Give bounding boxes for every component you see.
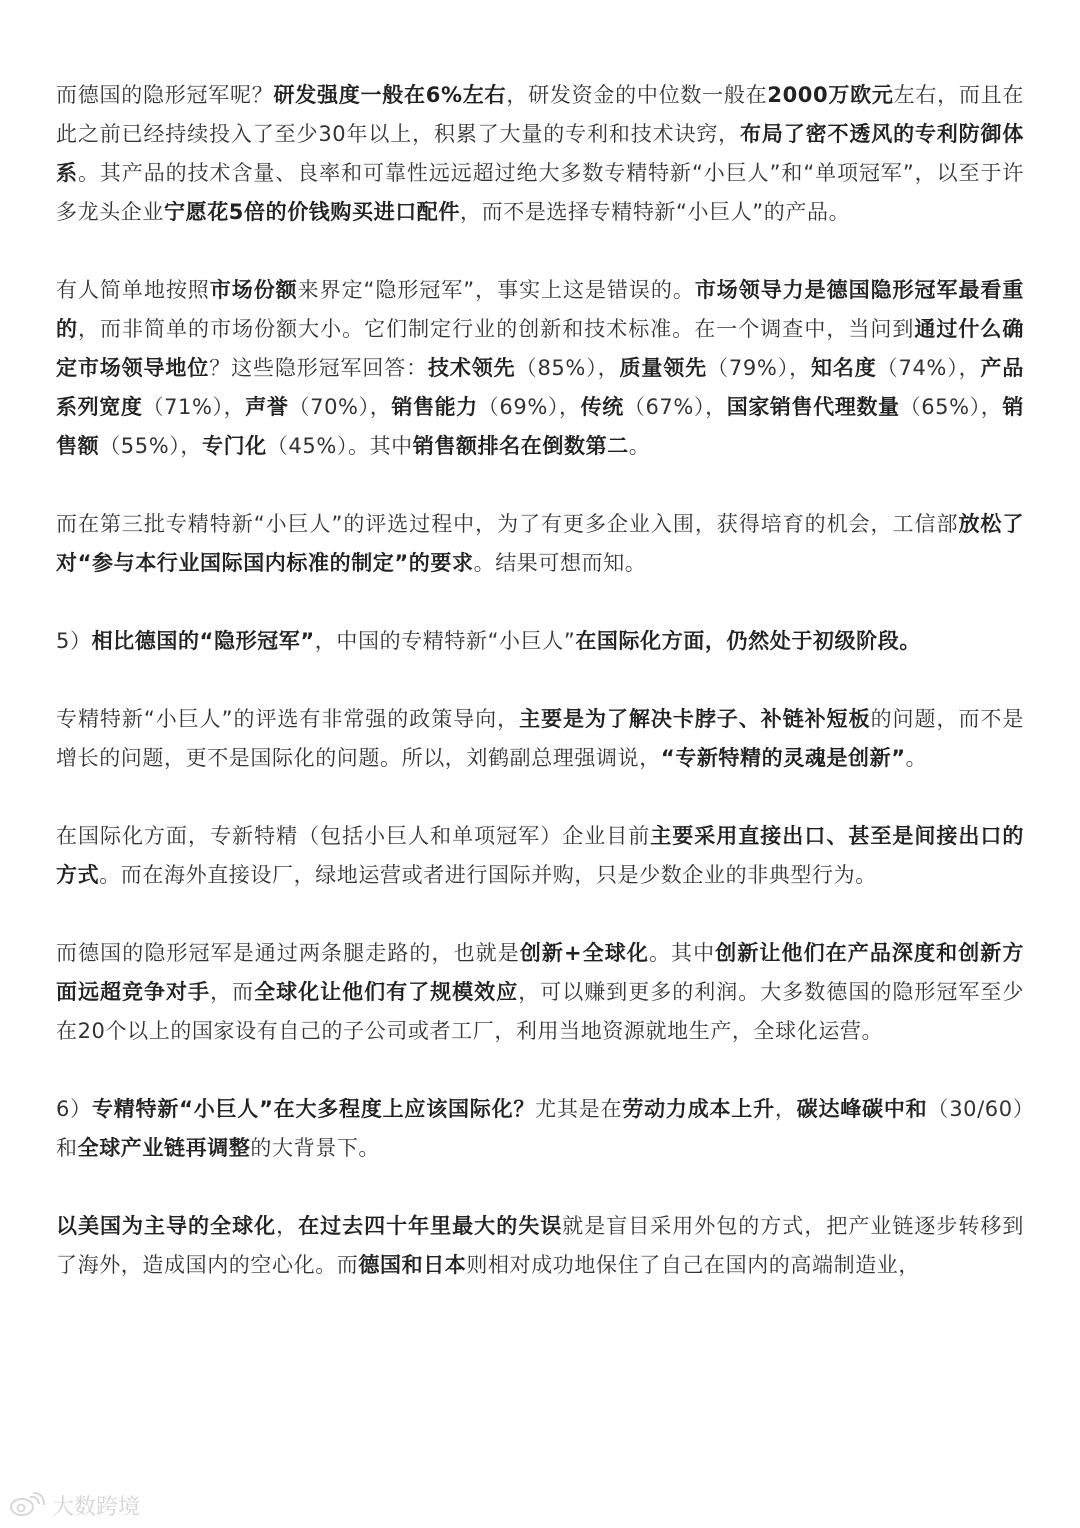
bold-text: 2000万欧元	[767, 83, 894, 107]
text: ，中国的专精特新“小巨人”	[314, 629, 576, 653]
text: 。而在海外直接设厂，绿地运营或者进行国际并购，只是少数企业的非典型行为。	[99, 863, 877, 887]
text: （79%），	[707, 356, 811, 380]
bold-text: 质量领先	[619, 356, 708, 380]
text: 来界定“隐形冠军”，事实上这是错误的。	[297, 278, 695, 302]
bold-text: 相比德国的“隐形冠军”	[91, 629, 315, 653]
text: ，而	[210, 980, 255, 1004]
text: 。	[628, 434, 651, 458]
article-body	[56, 76, 1024, 1324]
bold-text: 市场领导力是德国隐形冠军最看重的	[56, 278, 1024, 341]
text: （65%），	[899, 395, 1003, 419]
text: 左右，而且在此之前已经持续投入了至少30年以上，积累了大量的专利和技术诀窍，	[56, 83, 1024, 146]
text: 则相对成功地保住了自己在国内的高端制造业，	[466, 1253, 921, 1277]
bold-text: 国家销售代理数量	[726, 395, 900, 419]
article-paragraph	[56, 1090, 1024, 1168]
bold-text: 创新+全球化	[519, 941, 649, 965]
bold-text: 碳达峰碳中和	[796, 1097, 928, 1121]
bold-text: “专新特精的灵魂是创新”	[660, 746, 906, 770]
watermark	[8, 1490, 140, 1520]
bold-text: 创新让他们在产品深度和创新方面远超竞争对手	[56, 941, 1024, 1004]
text: （85%），	[515, 356, 620, 380]
text: （55%），	[99, 434, 202, 458]
bold-text: 传统	[580, 395, 624, 419]
watermark-text: 大数跨境	[52, 1494, 141, 1520]
text: 的问题，而不是增长的问题，更不是国际化的问题。所以，刘鹤副总理强调说，	[56, 707, 1024, 770]
bold-text: 德国和日本	[358, 1253, 467, 1277]
text: （70%），	[288, 395, 392, 419]
text: 6）	[56, 1097, 92, 1121]
text: （67%），	[623, 395, 727, 419]
bold-text: 研发强度一般在6%左右	[273, 83, 507, 107]
article-paragraph	[56, 505, 1024, 583]
bold-text: 专精特新“小巨人”在大多程度上应该国际化？	[91, 1097, 536, 1121]
bold-text: 宁愿花5倍的价钱购买进口配件	[164, 200, 461, 224]
bold-text: 全球产业链再调整	[77, 1136, 251, 1160]
text: 在国际化方面，专新特精（包括小巨人和单项冠军）企业目前	[56, 824, 651, 848]
article-paragraph	[56, 76, 1024, 232]
bold-text: 布局了密不透风的专利防御体系	[56, 122, 1024, 185]
text: 。	[905, 746, 928, 770]
bold-text: 劳动力成本上升	[622, 1097, 775, 1121]
text: 5）	[56, 629, 92, 653]
article-paragraph	[56, 271, 1024, 466]
text: ，可以赚到更多的利润。大多数德国的隐形冠军至少在20个以上的国家设有自己的子公司或者工厂，利用当地资源就地生产，全球化运营。	[56, 980, 1024, 1043]
text: 。其中	[648, 941, 716, 965]
bold-text: 市场份额	[209, 278, 298, 302]
text: ，而非简单的市场份额大小。它们制定行业的创新和技术标准。在一个调查中，当问到	[78, 317, 915, 341]
bold-text: 销售额	[56, 395, 1025, 458]
bold-text: 放松了对“参与本行业国际国内标准的制定”的要求	[56, 512, 1024, 575]
bold-text: 在过去四十年里最大的失误	[298, 1214, 563, 1238]
text: （69%），	[477, 395, 581, 419]
bold-text: 销售额排名在倒数第二	[412, 434, 629, 458]
text: （45%）。其中	[266, 434, 413, 458]
article-paragraph	[56, 817, 1024, 895]
bold-text: 技术领先	[428, 356, 516, 380]
text: 有人简单地按照	[56, 278, 210, 302]
text: 就是盲目采用外包的方式，把产业链逐步转移到了海外，造成国内的空心化。而	[56, 1214, 1024, 1277]
text: 而德国的隐形冠军呢？	[56, 83, 274, 107]
text: 。其产品的技术含量、良率和可靠性远远超过绝大多数专精特新“小巨人”和“单项冠军”，以至于许多龙头企业	[56, 161, 1024, 224]
bold-text: 在国际化方面，仍然处于初级阶段。	[575, 629, 921, 653]
bold-text: 专门化	[201, 434, 267, 458]
bold-text: 以美国为主导的全球化	[56, 1214, 277, 1238]
bold-text: 销售能力	[391, 395, 478, 419]
weibo-logo-icon	[8, 1492, 48, 1518]
text: ，	[276, 1214, 299, 1238]
bold-text: 主要采用直接出口、甚至是间接出口的方式	[56, 824, 1024, 887]
text: 专精特新“小巨人”的评选有非常强的政策导向，	[56, 707, 520, 731]
bold-text: 全球化让他们有了规模效应	[254, 980, 519, 1004]
text: 尤其是在	[535, 1097, 623, 1121]
bold-text: 声誉	[245, 395, 289, 419]
bold-text: 主要是为了解决卡脖子、补链补短板	[519, 707, 871, 731]
article-paragraph	[56, 1207, 1024, 1285]
bold-text: 产品系列宽度	[56, 356, 1025, 419]
text: ，而不是选择专精特新“小巨人”的产品。	[460, 200, 851, 224]
article-paragraph	[56, 622, 1024, 661]
text: 而德国的隐形冠军是通过两条腿走路的，也就是	[56, 941, 520, 965]
text: （71%），	[142, 395, 246, 419]
article-paragraph	[56, 934, 1024, 1051]
bold-text: 知名度	[810, 356, 877, 380]
text: 的大背景下。	[250, 1136, 381, 1160]
text: （30/60）和	[56, 1097, 1025, 1160]
text: ，研发资金的中位数一般在	[506, 83, 768, 107]
text: 而在第三批专精特新“小巨人”的评选过程中，为了有更多企业入围，获得培育的机会，工信部	[56, 512, 959, 536]
text: 。结果可想而知。	[473, 551, 647, 575]
text: （74%），	[876, 356, 981, 380]
text: ？这些隐形冠军回答：	[209, 356, 429, 380]
bold-text: 通过什么确定市场领导地位	[56, 317, 1025, 380]
text: ，	[774, 1097, 797, 1121]
article-paragraph	[56, 700, 1024, 778]
